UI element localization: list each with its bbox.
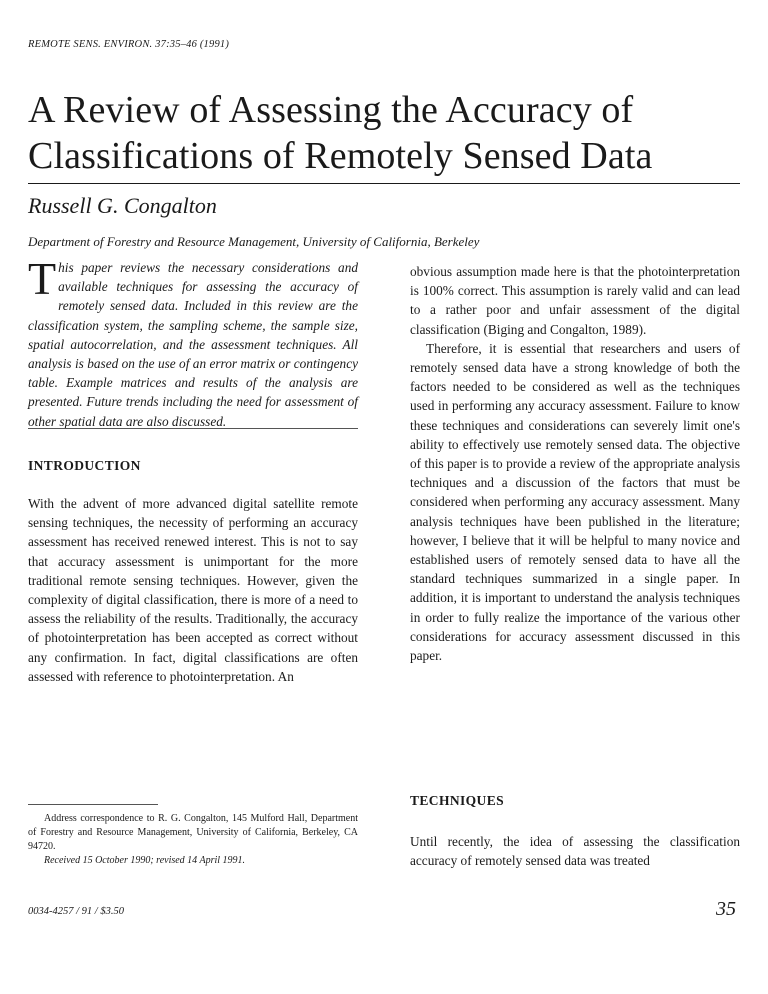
author-name: Russell G. Congalton [28,193,217,218]
abstract-dropcap: T [28,253,57,304]
abstract-divider [28,428,358,429]
techniques-heading: TECHNIQUES [410,793,505,808]
techniques-paragraph: Until recently, the idea of assessing the classification accuracy of remotely sensed data was treated [410,834,740,869]
author-affiliation: Department of Forestry and Resource Management, University of California, Berkeley [28,234,480,249]
article-title [28,87,740,179]
techniques-body [410,832,740,870]
footnote-address: Address correspondence to R. G. Congalton, 145 Mulford Hall, Department of Forestry and Resource Management, University of California, Berkeley, CA 94720. [28,813,358,852]
journal-citation-header: REMOTE SENS. ENVIRON. 37:35–46 (1991) [28,39,230,50]
title-heading [28,87,740,179]
right-column-body [410,262,740,665]
page-number: 35 [716,898,736,920]
introduction-body [28,494,358,686]
footnote [28,812,358,868]
issn-price: 0034-4257 / 91 / $3.50 [28,906,124,917]
abstract-text: his paper reviews the necessary considerations and available techniques for assessing the accuracy of remotely sensed data. Included in this review are the classification system, the sampling scheme, the sample size, spatial autocorrelation, and the assessment techniques. All analysis is based on the use of an error matrix or contingency table. Example matrices and results of the analysis are presented. Future trends including the need for assessment of other spatial data are also discussed. [28,260,358,429]
footnote-received: Received 15 October 1990; revised 14 April 1991. [44,855,246,866]
introduction-paragraph: With the advent of more advanced digital satellite remote sensing techniques, the necessity of performing an accuracy assessment has received renewed interest. This is not to say that accuracy assessment is unimportant for the more traditional remote sensing techniques. However, given the complexity of digital classification, there is more of a need to assess the reliability of the results. Traditionally, the accuracy of photointerpretation has been accepted as correct without any confirmation. In fact, digital classifications are often assessed with reference to photointerpretation. An [28,496,358,684]
title-divider [28,183,740,184]
abstract [28,253,358,431]
footnote-divider [28,804,158,805]
introduction-heading: INTRODUCTION [28,458,141,473]
right-paragraph-1: obvious assumption made here is that the photointerpretation is 100% correct. This assumption is rarely valid and can lead to a rather poor and unfair assessment of the digital classification (Biging and Congalton, 1989). [410,264,740,337]
title-line-1: A Review of Assessing the Accuracy of [28,89,634,131]
title-line-2: Classifications of Remotely Sensed Data [28,135,653,177]
right-paragraph-2: Therefore, it is essential that researchers and users of remotely sensed data have a strong knowledge of both the factors needed to be considered as well as the techniques used in performing any accuracy assessment. Failure to know these techniques and considerations can severely limit one's ability to effectively use remotely sensed data. The objective of this paper is to provide a review of the appropriate analysis techniques and a discussion of the factors that must be considered when performing any accuracy assessment. Many analysis techniques have been published in the literature; however, I believe that it will be helpful to many novice and established users of remotely sensed data to have all the standard techniques summarized in a single paper. In addition, it is important to understand the analysis techniques in order to fully realize the importance of the various other considerations for accuracy assessment discussed in this paper. [410,340,740,664]
